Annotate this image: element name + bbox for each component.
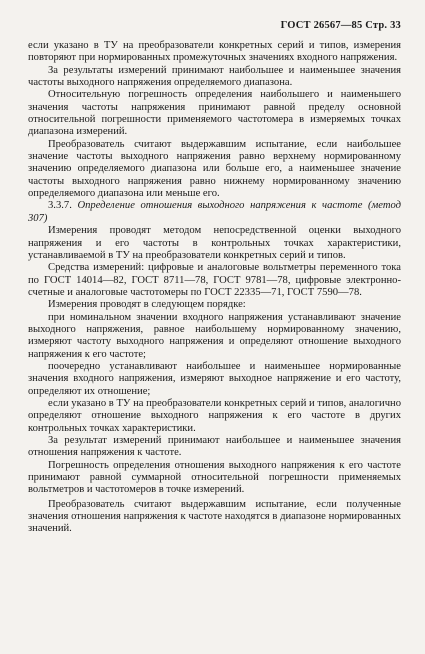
paragraph: За результат измерений принимают наибольшее и наименьшее значения отношения напряжения к частоте. (28, 435, 401, 459)
paragraph: поочередно устанавливают наибольшее и наименьшее нормированные значения входного напряжения, измеряют выходное напряжение и его частоту, определяют их отношение; (28, 360, 401, 397)
section-heading (28, 200, 401, 225)
paragraph: Измерения проводят в следующем порядке: (48, 299, 246, 311)
paragraph: За результаты измерений принимают наибольшее и наименьшее значения частоты выходного напряжения определяемого диапазона. (28, 64, 401, 89)
paragraph: Преобразователь считают выдержавшим испытание, если полученные значения отношения напряжения к частоте находятся в диапазоне нормированных значений. (28, 498, 401, 535)
page-number: Стр. 33 (365, 20, 401, 31)
paragraph: Измерения проводят методом непосредственной оценки выходного напряжения и его частоты в контрольных точках характеристики, устанавливаемой в ТУ на преобразователи конкретных серий и типов. (28, 225, 401, 261)
paragraph: Средства измерений: цифровые и аналоговые вольтметры переменного тока по ГОСТ 14014—82, ГОСТ 8711—78, ГОСТ 9781—78, цифровые электронно-счетные и аналоговые частотомеры по ГОСТ 22335—71, ГОСТ 7590—78. (28, 262, 401, 298)
paragraph: если указано в ТУ на преобразователи конкретных серий и типов, измерения повторяют при нормированных промежуточных значениях входного напряжения. (28, 40, 401, 64)
paragraph: при номинальном значении входного напряжения устанавливают значение выходного напряжения, равное наибольшему нормированному значению, измеряют частоту выходного напряжения и определяют отношение выходного напряжения к его частоте; (28, 311, 401, 360)
paragraph: Относительную погрешность определения наибольшего и наименьшего значения частоты напряжения принимают равной пределу основной относительной погрешности применяемого частотомера в измеряемых точках диапазона измерений. (28, 89, 401, 138)
page-header (28, 20, 401, 32)
section-number: 3.3.7. (48, 200, 72, 212)
section-title: Определение отношения выходного напряжения к частоте (метод 307) (28, 200, 402, 224)
paragraph: если указано в ТУ на преобразователи конкретных серий и типов, аналогично определяют отношение выходного напряжения к его частоте в других контрольных точках характеристики. (28, 397, 401, 434)
paragraph: Преобразователь считают выдержавшим испытание, если наибольшее значение частоты выходного напряжения равно верхнему нормированному значению определяемого диапазона или больше его, а наименьшее значение частоты выходного напряжения равно нижнему нормированному значению определяемого диапазона или меньше его. (28, 138, 401, 200)
standard-number: ГОСТ 26567—85 (280, 20, 363, 31)
paragraph: Погрешность определения отношения выходного напряжения к его частоте принимают равной суммарной относительной погрешности применяемых вольтметров и частотомеров в точке измерений. (28, 459, 401, 496)
